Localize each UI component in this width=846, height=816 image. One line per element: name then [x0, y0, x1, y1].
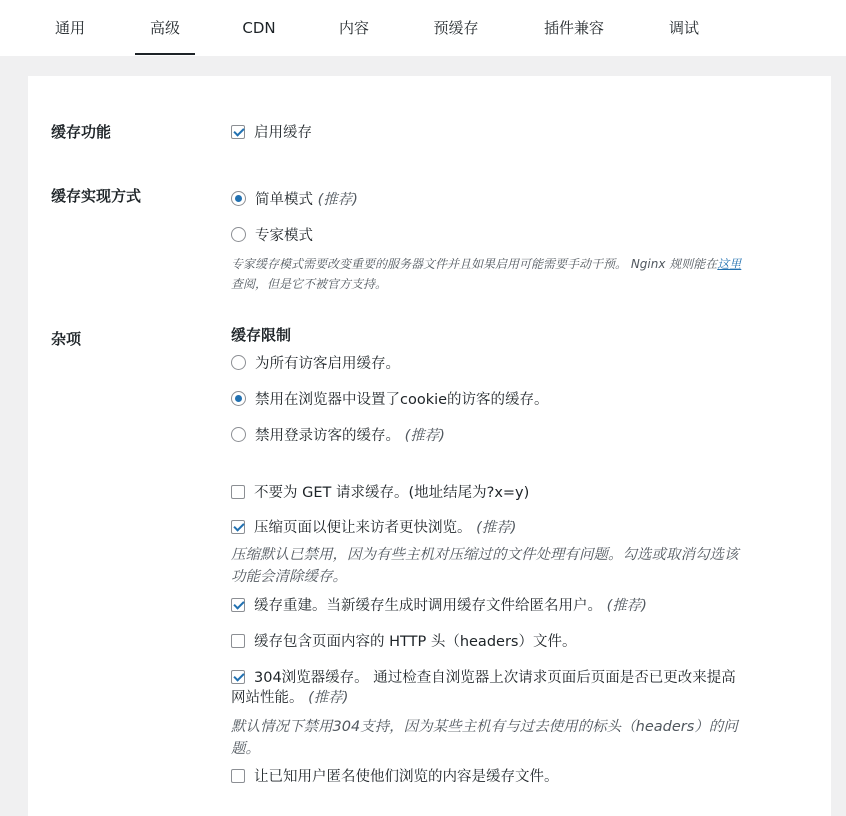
compress-text: 压缩页面以便让来访者更快浏览。 (推荐)	[254, 520, 517, 536]
browser304-checkbox[interactable]	[231, 670, 245, 684]
anon-known-option[interactable]	[231, 765, 559, 786]
tab-plugins[interactable]: 插件兼容	[543, 19, 604, 37]
expert-mode-option[interactable]	[231, 224, 313, 245]
no-get-text: 不要为 GET 请求缓存。(地址结尾为?x=y)	[254, 485, 530, 501]
all-visitors-radio[interactable]	[231, 355, 246, 370]
compress-option[interactable]	[231, 516, 516, 537]
headers-text: 缓存包含页面内容的 HTTP 头（headers）文件。	[254, 634, 577, 650]
tab-advanced[interactable]: 高级	[135, 0, 195, 54]
cache-restrictions-label: 缓存限制	[231, 326, 292, 344]
browser304-line1: 304浏览器缓存。 通过检查自浏览器上次请求页面后页面是否已更改来提高	[254, 670, 736, 686]
rebuild-option[interactable]	[231, 594, 647, 615]
settings-panel	[28, 76, 831, 816]
logged-in-option[interactable]	[231, 424, 445, 445]
tab-bar	[0, 0, 846, 56]
browser304-description: 默认情况下禁用304支持，因为某些主机有与过去使用的标头（headers）的问 题。	[231, 719, 738, 757]
cookie-visitors-radio[interactable]	[231, 391, 246, 406]
enable-caching-checkbox[interactable]	[231, 125, 245, 139]
enable-caching-text: 启用缓存	[254, 125, 312, 141]
headers-checkbox[interactable]	[231, 634, 245, 648]
anon-known-text: 让已知用户匿名使他们浏览的内容是缓存文件。	[254, 769, 559, 785]
compress-checkbox[interactable]	[231, 520, 245, 534]
tab-contents[interactable]: 内容	[338, 19, 369, 37]
anon-known-checkbox[interactable]	[231, 769, 245, 783]
rebuild-checkbox[interactable]	[231, 598, 245, 612]
tab-debug[interactable]: 调试	[668, 19, 699, 37]
tab-preload[interactable]: 预缓存	[433, 19, 479, 37]
caching-label: 缓存功能	[51, 123, 112, 141]
logged-in-radio[interactable]	[231, 427, 246, 442]
all-visitors-option[interactable]	[231, 352, 400, 373]
misc-label: 杂项	[51, 330, 82, 348]
tab-general[interactable]: 通用	[54, 19, 85, 37]
compress-description: 压缩默认已禁用，因为有些主机对压缩过的文件处理有问题。勾选或取消勾选该 功能会清除缓存。	[231, 547, 739, 585]
no-get-option[interactable]	[231, 481, 529, 502]
tab-cdn[interactable]: CDN	[242, 19, 276, 37]
simple-mode-text: 简单模式 (推荐)	[255, 192, 358, 208]
cache-method-label: 缓存实现方式	[51, 187, 142, 205]
all-visitors-text: 为所有访客启用缓存。	[255, 356, 400, 372]
logged-in-text: 禁用登录访客的缓存。 (推荐)	[255, 428, 445, 444]
simple-mode-radio[interactable]	[231, 191, 246, 206]
cookie-visitors-text: 禁用在浏览器中设置了cookie的访客的缓存。	[255, 392, 549, 408]
no-get-checkbox[interactable]	[231, 485, 245, 499]
rebuild-text: 缓存重建。当新缓存生成时调用缓存文件给匿名用户。 (推荐)	[254, 598, 647, 614]
enable-caching-option[interactable]	[231, 121, 312, 142]
simple-mode-option[interactable]	[231, 188, 358, 209]
browser304-line2: 网站性能。 (推荐)	[231, 690, 349, 706]
headers-option[interactable]	[231, 630, 576, 651]
expert-mode-radio[interactable]	[231, 227, 246, 242]
expert-mode-text: 专家模式	[255, 228, 313, 244]
browser304-option[interactable]	[231, 666, 736, 687]
expert-mode-description: 专家缓存模式需要改变重要的服务器文件并且如果启用可能需要手动干预。 Nginx 规则能在这里 查阅，但是它不被官方支持。	[231, 257, 742, 291]
cookie-visitors-option[interactable]	[231, 388, 549, 409]
nginx-rules-link[interactable]: 这里	[717, 257, 742, 271]
